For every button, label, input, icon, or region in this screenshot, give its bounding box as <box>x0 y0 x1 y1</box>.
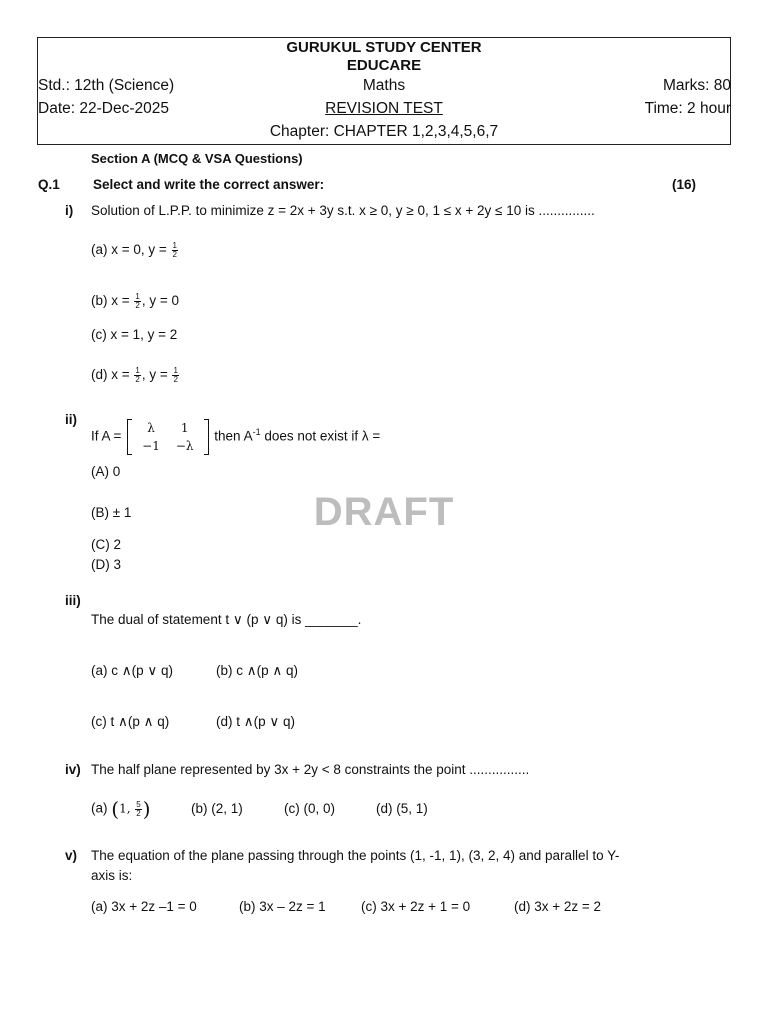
fraction: $\frac{1}{2}$ <box>172 241 177 259</box>
question-marks: (16) <box>672 177 697 192</box>
item-number-iii: iii) <box>65 593 81 608</box>
option-a-v: (a) 3x + 2z –1 = 0 <box>91 899 197 914</box>
item-text-iii: The dual of statement t ∨ (p ∨ q) is _______. <box>91 612 362 627</box>
paren-close: ) <box>142 797 151 821</box>
chapter-label: Chapter: CHAPTER 1,2,3,4,5,6,7 <box>269 123 499 140</box>
fraction: $\frac{5}{2}$ <box>136 799 141 818</box>
institute-name: GURUKUL STUDY CENTER <box>286 39 482 56</box>
option-c-ii: (C) 2 <box>91 537 121 552</box>
option-d-iv: (d) (5, 1) <box>376 801 428 816</box>
item-number-ii: ii) <box>65 412 77 427</box>
option-c-iv: (c) (0, 0) <box>284 801 336 816</box>
fraction: $\frac{1}{2}$ <box>135 292 140 310</box>
item-text-v-line2: axis is: <box>91 868 133 883</box>
item-text-iv: The half plane represented by 3x + 2y < 8 constraints the point ................ <box>91 762 530 777</box>
option-a-iii: (a) c ∧(p ∨ q) <box>91 663 174 678</box>
subject-label: Maths <box>362 77 406 94</box>
fraction: $\frac{1}{2}$ <box>135 366 140 384</box>
date-label: Date: 22-Dec-2025 <box>38 100 169 117</box>
time-label: Time: 2 hour <box>644 100 731 117</box>
paren-open: ( <box>111 797 120 821</box>
option-c-i: (c) x = 1, y = 2 <box>91 327 178 342</box>
option-c-iii: (c) t ∧(p ∧ q) <box>91 714 170 729</box>
matrix-a: λ 1 −1 −λ <box>127 419 208 455</box>
option-b-v: (b) 3x – 2z = 1 <box>239 899 326 914</box>
section-heading: Section A (MCQ & VSA Questions) <box>91 151 303 166</box>
option-d-i: (d) x = $\frac{1}{2}$ , y = $\frac{1}{2}$ <box>91 366 178 384</box>
option-d-iii: (d) t ∧(p ∨ q) <box>216 714 296 729</box>
fraction: $\frac{1}{2}$ <box>173 366 178 384</box>
test-name: REVISION TEST <box>325 100 443 117</box>
item-number-v: v) <box>65 848 78 863</box>
institute-subtitle: EDUCARE <box>346 57 422 74</box>
option-c-v: (c) 3x + 2z + 1 = 0 <box>361 899 471 914</box>
option-b-iv: (b) (2, 1) <box>191 801 243 816</box>
draft-watermark: DRAFT <box>313 490 455 534</box>
item-text-v-line1: The equation of the plane passing through the points (1, -1, 1), (3, 2, 4) and parallel to Y- <box>91 848 620 863</box>
item-number-iv: iv) <box>65 762 81 777</box>
option-d-ii: (D) 3 <box>91 557 121 572</box>
standard-label: Std.: 12th (Science) <box>38 77 175 94</box>
option-a-ii: (A) 0 <box>91 464 121 479</box>
question-title: Select and write the correct answer: <box>93 177 325 192</box>
item-text-ii: If A = λ 1 −1 −λ then $A^{-1}$ does not exist if λ = <box>91 421 381 453</box>
item-text-i: Solution of L.P.P. to minimize z = 2x + 3y s.t. x ≥ 0, y ≥ 0, 1 ≤ x + 2y ≤ 10 is ............... <box>91 203 595 218</box>
option-a-i: (a) x = 0, y = $\frac{1}{2}$ <box>91 241 177 259</box>
option-b-ii: (B) ± 1 <box>91 505 132 520</box>
option-d-v: (d) 3x + 2z = 2 <box>514 899 602 914</box>
option-b-iii: (b) c ∧(p ∧ q) <box>216 663 299 678</box>
question-number: Q.1 <box>38 177 60 192</box>
marks-label: Marks: 80 <box>662 77 731 94</box>
option-a-iv: (a) (1, $\frac{5}{2}$ ) <box>91 797 151 821</box>
item-number-i: i) <box>65 203 74 218</box>
option-b-i: (b) x = $\frac{1}{2}$ , y = 0 <box>91 292 179 310</box>
